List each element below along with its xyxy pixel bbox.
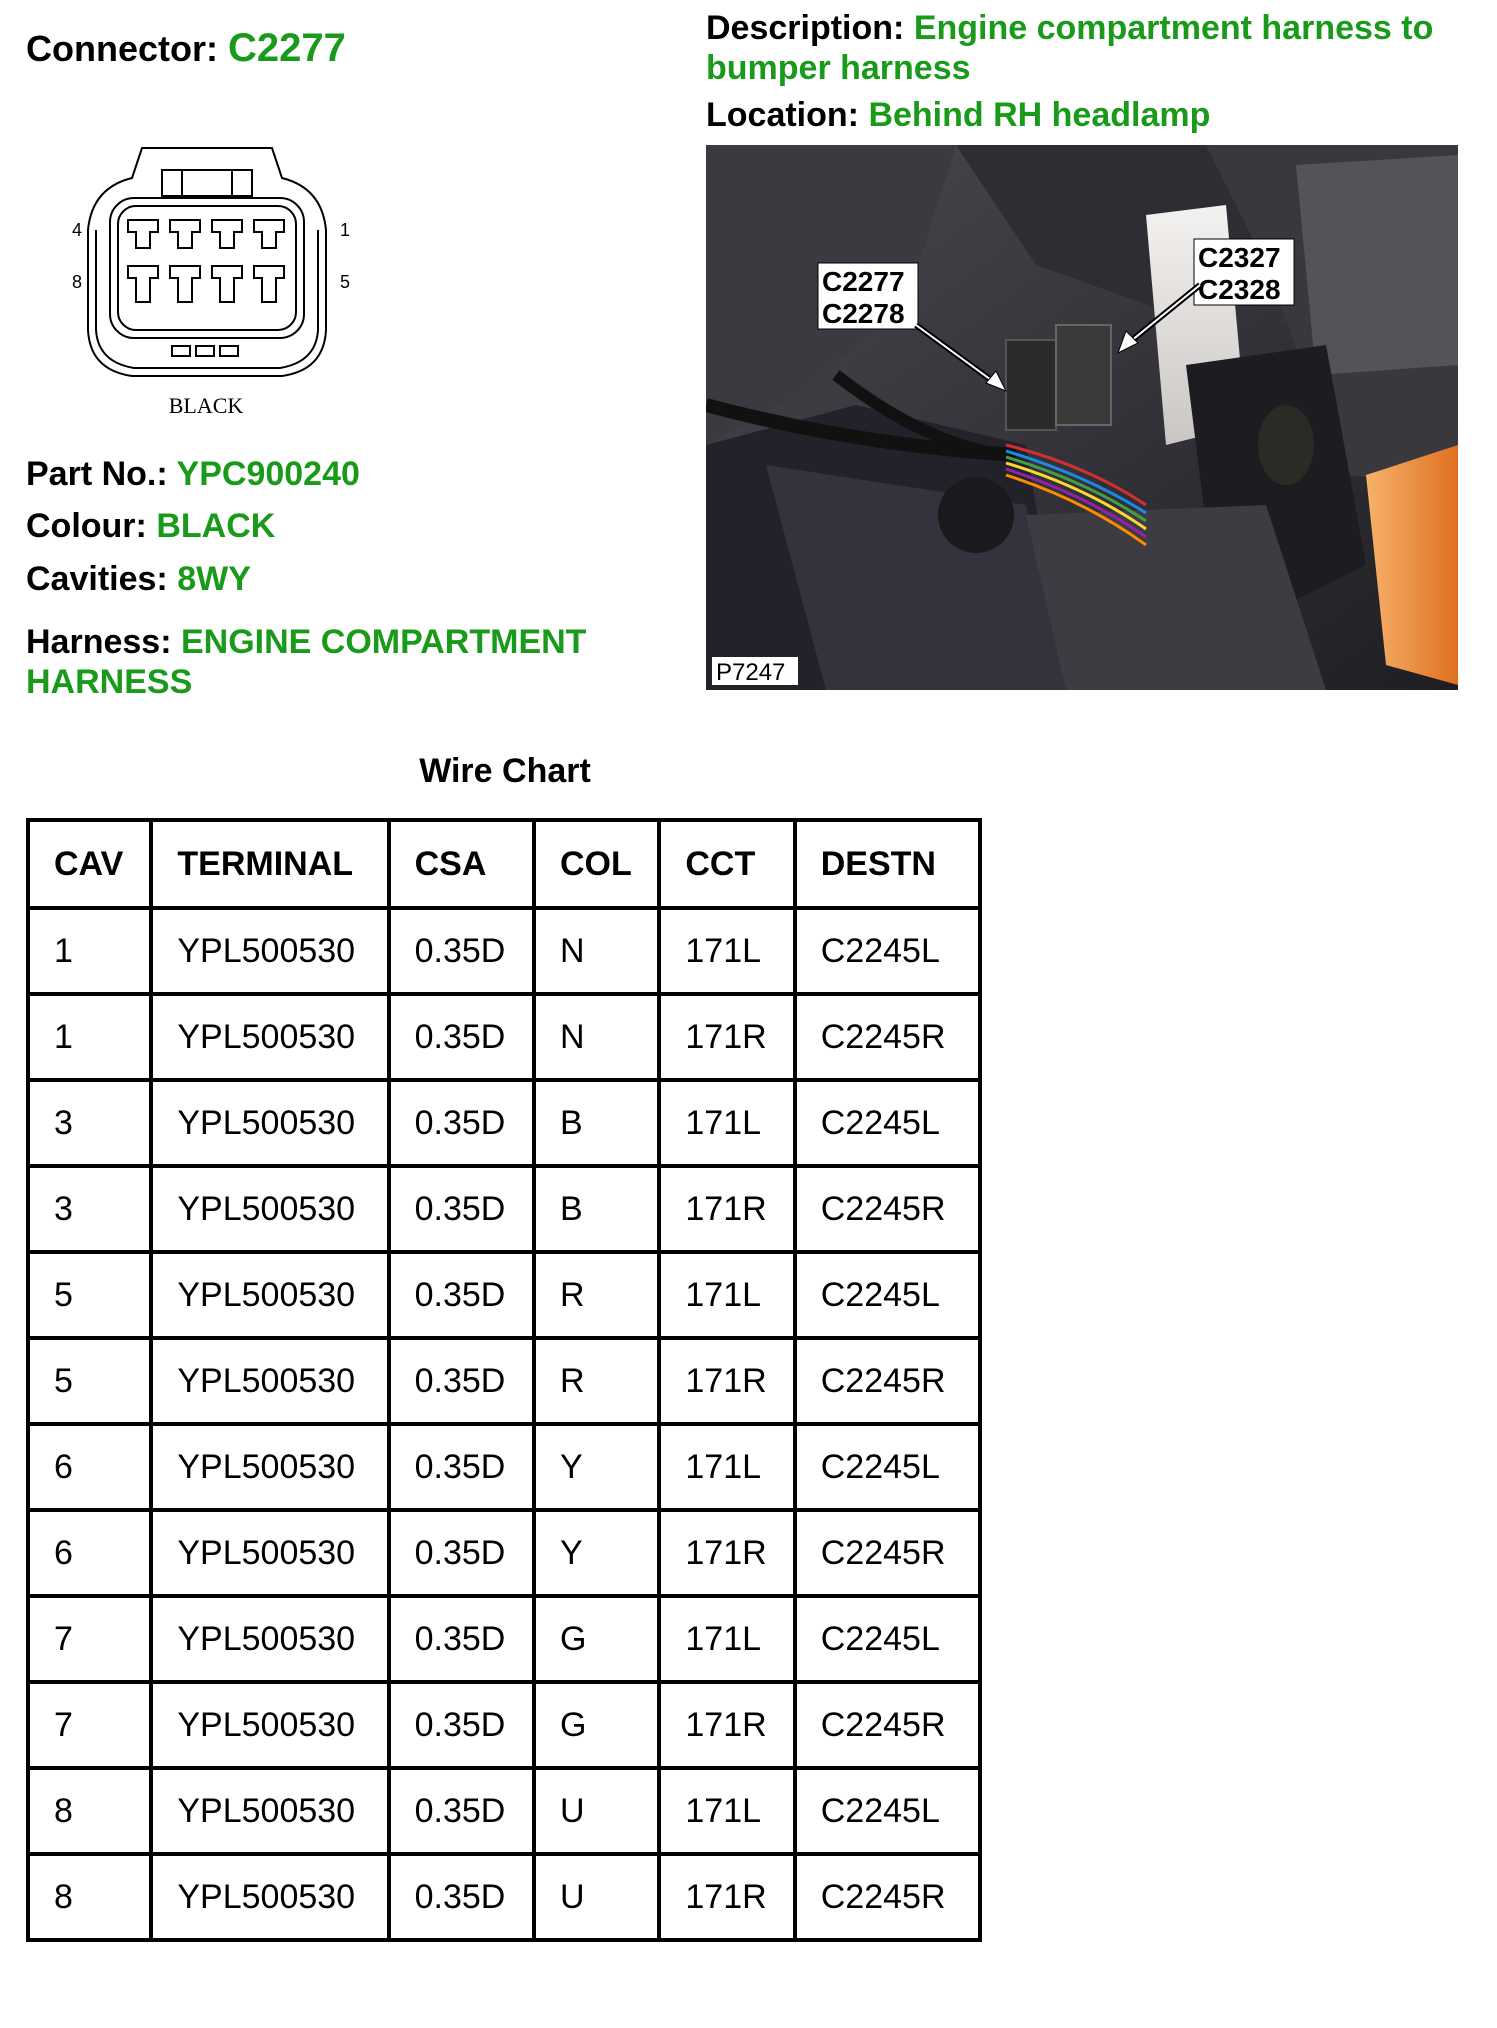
- cell-cav: 7: [28, 1682, 151, 1768]
- colour-value: BLACK: [156, 507, 276, 545]
- cell-col: N: [534, 994, 659, 1080]
- location: [706, 96, 1210, 135]
- connector-label: Connector:: [26, 28, 218, 69]
- connector-value: C2277: [228, 26, 346, 70]
- table-row: [28, 1166, 980, 1252]
- location-label: Location:: [706, 96, 859, 134]
- table-row: [28, 1596, 980, 1682]
- part-number-label: Part No.:: [26, 455, 168, 493]
- cell-terminal: YPL500530: [151, 1252, 388, 1338]
- cell-destn: C2245R: [795, 994, 980, 1080]
- cell-cct: 171R: [659, 1166, 794, 1252]
- header-cav: CAV: [28, 820, 151, 908]
- cell-csa: 0.35D: [389, 1854, 534, 1940]
- cell-terminal: YPL500530: [151, 1854, 388, 1940]
- cell-csa: 0.35D: [389, 908, 534, 994]
- table-row: [28, 1510, 980, 1596]
- description: [706, 8, 1486, 88]
- cell-csa: 0.35D: [389, 1596, 534, 1682]
- cell-csa: 0.35D: [389, 1252, 534, 1338]
- cell-col: G: [534, 1682, 659, 1768]
- callout-c2328: C2328: [1198, 274, 1281, 305]
- callout-c2327: C2327: [1198, 242, 1281, 273]
- header-csa: CSA: [389, 820, 534, 908]
- table-header-row: [28, 820, 980, 908]
- cell-destn: C2245R: [795, 1854, 980, 1940]
- part-number: [26, 455, 360, 494]
- harness-value: ENGINE COMPARTMENT HARNESS: [26, 623, 587, 701]
- table-row: [28, 1768, 980, 1854]
- description-label: Description:: [706, 9, 905, 47]
- table-row: [28, 1424, 980, 1510]
- cell-col: R: [534, 1338, 659, 1424]
- description-value: Engine compartment harness to bumper harness: [706, 9, 1434, 87]
- table-row: [28, 1080, 980, 1166]
- cell-cav: 3: [28, 1080, 151, 1166]
- cell-destn: C2245R: [795, 1166, 980, 1252]
- cell-cct: 171R: [659, 1854, 794, 1940]
- cell-csa: 0.35D: [389, 1768, 534, 1854]
- cell-cct: 171L: [659, 1424, 794, 1510]
- cavities: [26, 560, 251, 599]
- cell-cav: 3: [28, 1166, 151, 1252]
- cell-cct: 171L: [659, 1080, 794, 1166]
- cell-cct: 171R: [659, 994, 794, 1080]
- cell-destn: C2245R: [795, 1682, 980, 1768]
- cell-cav: 7: [28, 1596, 151, 1682]
- pinout-colour-text: BLACK: [168, 393, 244, 418]
- cell-cav: 1: [28, 908, 151, 994]
- cell-csa: 0.35D: [389, 1682, 534, 1768]
- header-terminal: TERMINAL: [151, 820, 388, 908]
- cell-col: B: [534, 1166, 659, 1252]
- cell-terminal: YPL500530: [151, 1510, 388, 1596]
- cell-col: Y: [534, 1510, 659, 1596]
- cell-terminal: YPL500530: [151, 1596, 388, 1682]
- cavities-value: 8WY: [177, 560, 251, 598]
- wire-chart-title: Wire Chart: [419, 752, 591, 790]
- pin-label-1: 1: [340, 220, 351, 240]
- cell-cav: 5: [28, 1338, 151, 1424]
- cell-csa: 0.35D: [389, 1338, 534, 1424]
- cell-cct: 171L: [659, 908, 794, 994]
- cell-cct: 171R: [659, 1510, 794, 1596]
- cell-csa: 0.35D: [389, 1080, 534, 1166]
- cell-terminal: YPL500530: [151, 908, 388, 994]
- cell-destn: C2245R: [795, 1338, 980, 1424]
- cell-col: Y: [534, 1424, 659, 1510]
- cell-col: R: [534, 1252, 659, 1338]
- colour: [26, 507, 275, 546]
- table-row: [28, 1854, 980, 1940]
- cell-terminal: YPL500530: [151, 994, 388, 1080]
- pin-label-4: 4: [72, 220, 83, 240]
- cell-terminal: YPL500530: [151, 1080, 388, 1166]
- harness-label: Harness:: [26, 623, 172, 661]
- cell-destn: C2245L: [795, 1768, 980, 1854]
- part-number-value: YPC900240: [176, 455, 360, 493]
- cell-destn: C2245L: [795, 1252, 980, 1338]
- location-photo: [706, 145, 1458, 690]
- cell-cct: 171L: [659, 1768, 794, 1854]
- header-cct: CCT: [659, 820, 794, 908]
- cavities-label: Cavities:: [26, 560, 168, 598]
- callout-c2278: C2278: [822, 298, 905, 329]
- cell-destn: C2245L: [795, 908, 980, 994]
- cell-col: U: [534, 1854, 659, 1940]
- cell-cct: 171L: [659, 1252, 794, 1338]
- header-col: COL: [534, 820, 659, 908]
- cell-destn: C2245L: [795, 1424, 980, 1510]
- cell-col: B: [534, 1080, 659, 1166]
- cell-col: G: [534, 1596, 659, 1682]
- connector-heading: [26, 26, 346, 71]
- pin-label-8: 8: [72, 272, 83, 292]
- cell-cav: 8: [28, 1854, 151, 1940]
- cell-terminal: YPL500530: [151, 1166, 388, 1252]
- cell-cav: 6: [28, 1424, 151, 1510]
- cell-csa: 0.35D: [389, 1510, 534, 1596]
- cell-terminal: YPL500530: [151, 1768, 388, 1854]
- table-row: [28, 1252, 980, 1338]
- harness: [26, 622, 666, 702]
- cell-csa: 0.35D: [389, 1424, 534, 1510]
- cell-cct: 171L: [659, 1596, 794, 1682]
- table-row: [28, 994, 980, 1080]
- callout-c2277: C2277: [822, 266, 905, 297]
- colour-label: Colour:: [26, 507, 147, 545]
- pin-label-5: 5: [340, 272, 351, 292]
- wire-chart-table: [26, 818, 982, 1942]
- table-row: [28, 1682, 980, 1768]
- cell-cct: 171R: [659, 1338, 794, 1424]
- cell-cav: 1: [28, 994, 151, 1080]
- header-destn: DESTN: [795, 820, 980, 908]
- cell-cav: 6: [28, 1510, 151, 1596]
- cell-col: N: [534, 908, 659, 994]
- location-value: Behind RH headlamp: [868, 96, 1211, 134]
- cell-terminal: YPL500530: [151, 1338, 388, 1424]
- cell-terminal: YPL500530: [151, 1424, 388, 1510]
- connector-pinout-diagram: [72, 140, 372, 430]
- table-row: [28, 1338, 980, 1424]
- photo-ref: P7247: [716, 659, 786, 686]
- cell-cav: 8: [28, 1768, 151, 1854]
- cell-col: U: [534, 1768, 659, 1854]
- cell-destn: C2245R: [795, 1510, 980, 1596]
- cell-destn: C2245L: [795, 1596, 980, 1682]
- cell-cct: 171R: [659, 1682, 794, 1768]
- table-row: [28, 908, 980, 994]
- cell-terminal: YPL500530: [151, 1682, 388, 1768]
- cell-cav: 5: [28, 1252, 151, 1338]
- cell-csa: 0.35D: [389, 1166, 534, 1252]
- cell-destn: C2245L: [795, 1080, 980, 1166]
- cell-csa: 0.35D: [389, 994, 534, 1080]
